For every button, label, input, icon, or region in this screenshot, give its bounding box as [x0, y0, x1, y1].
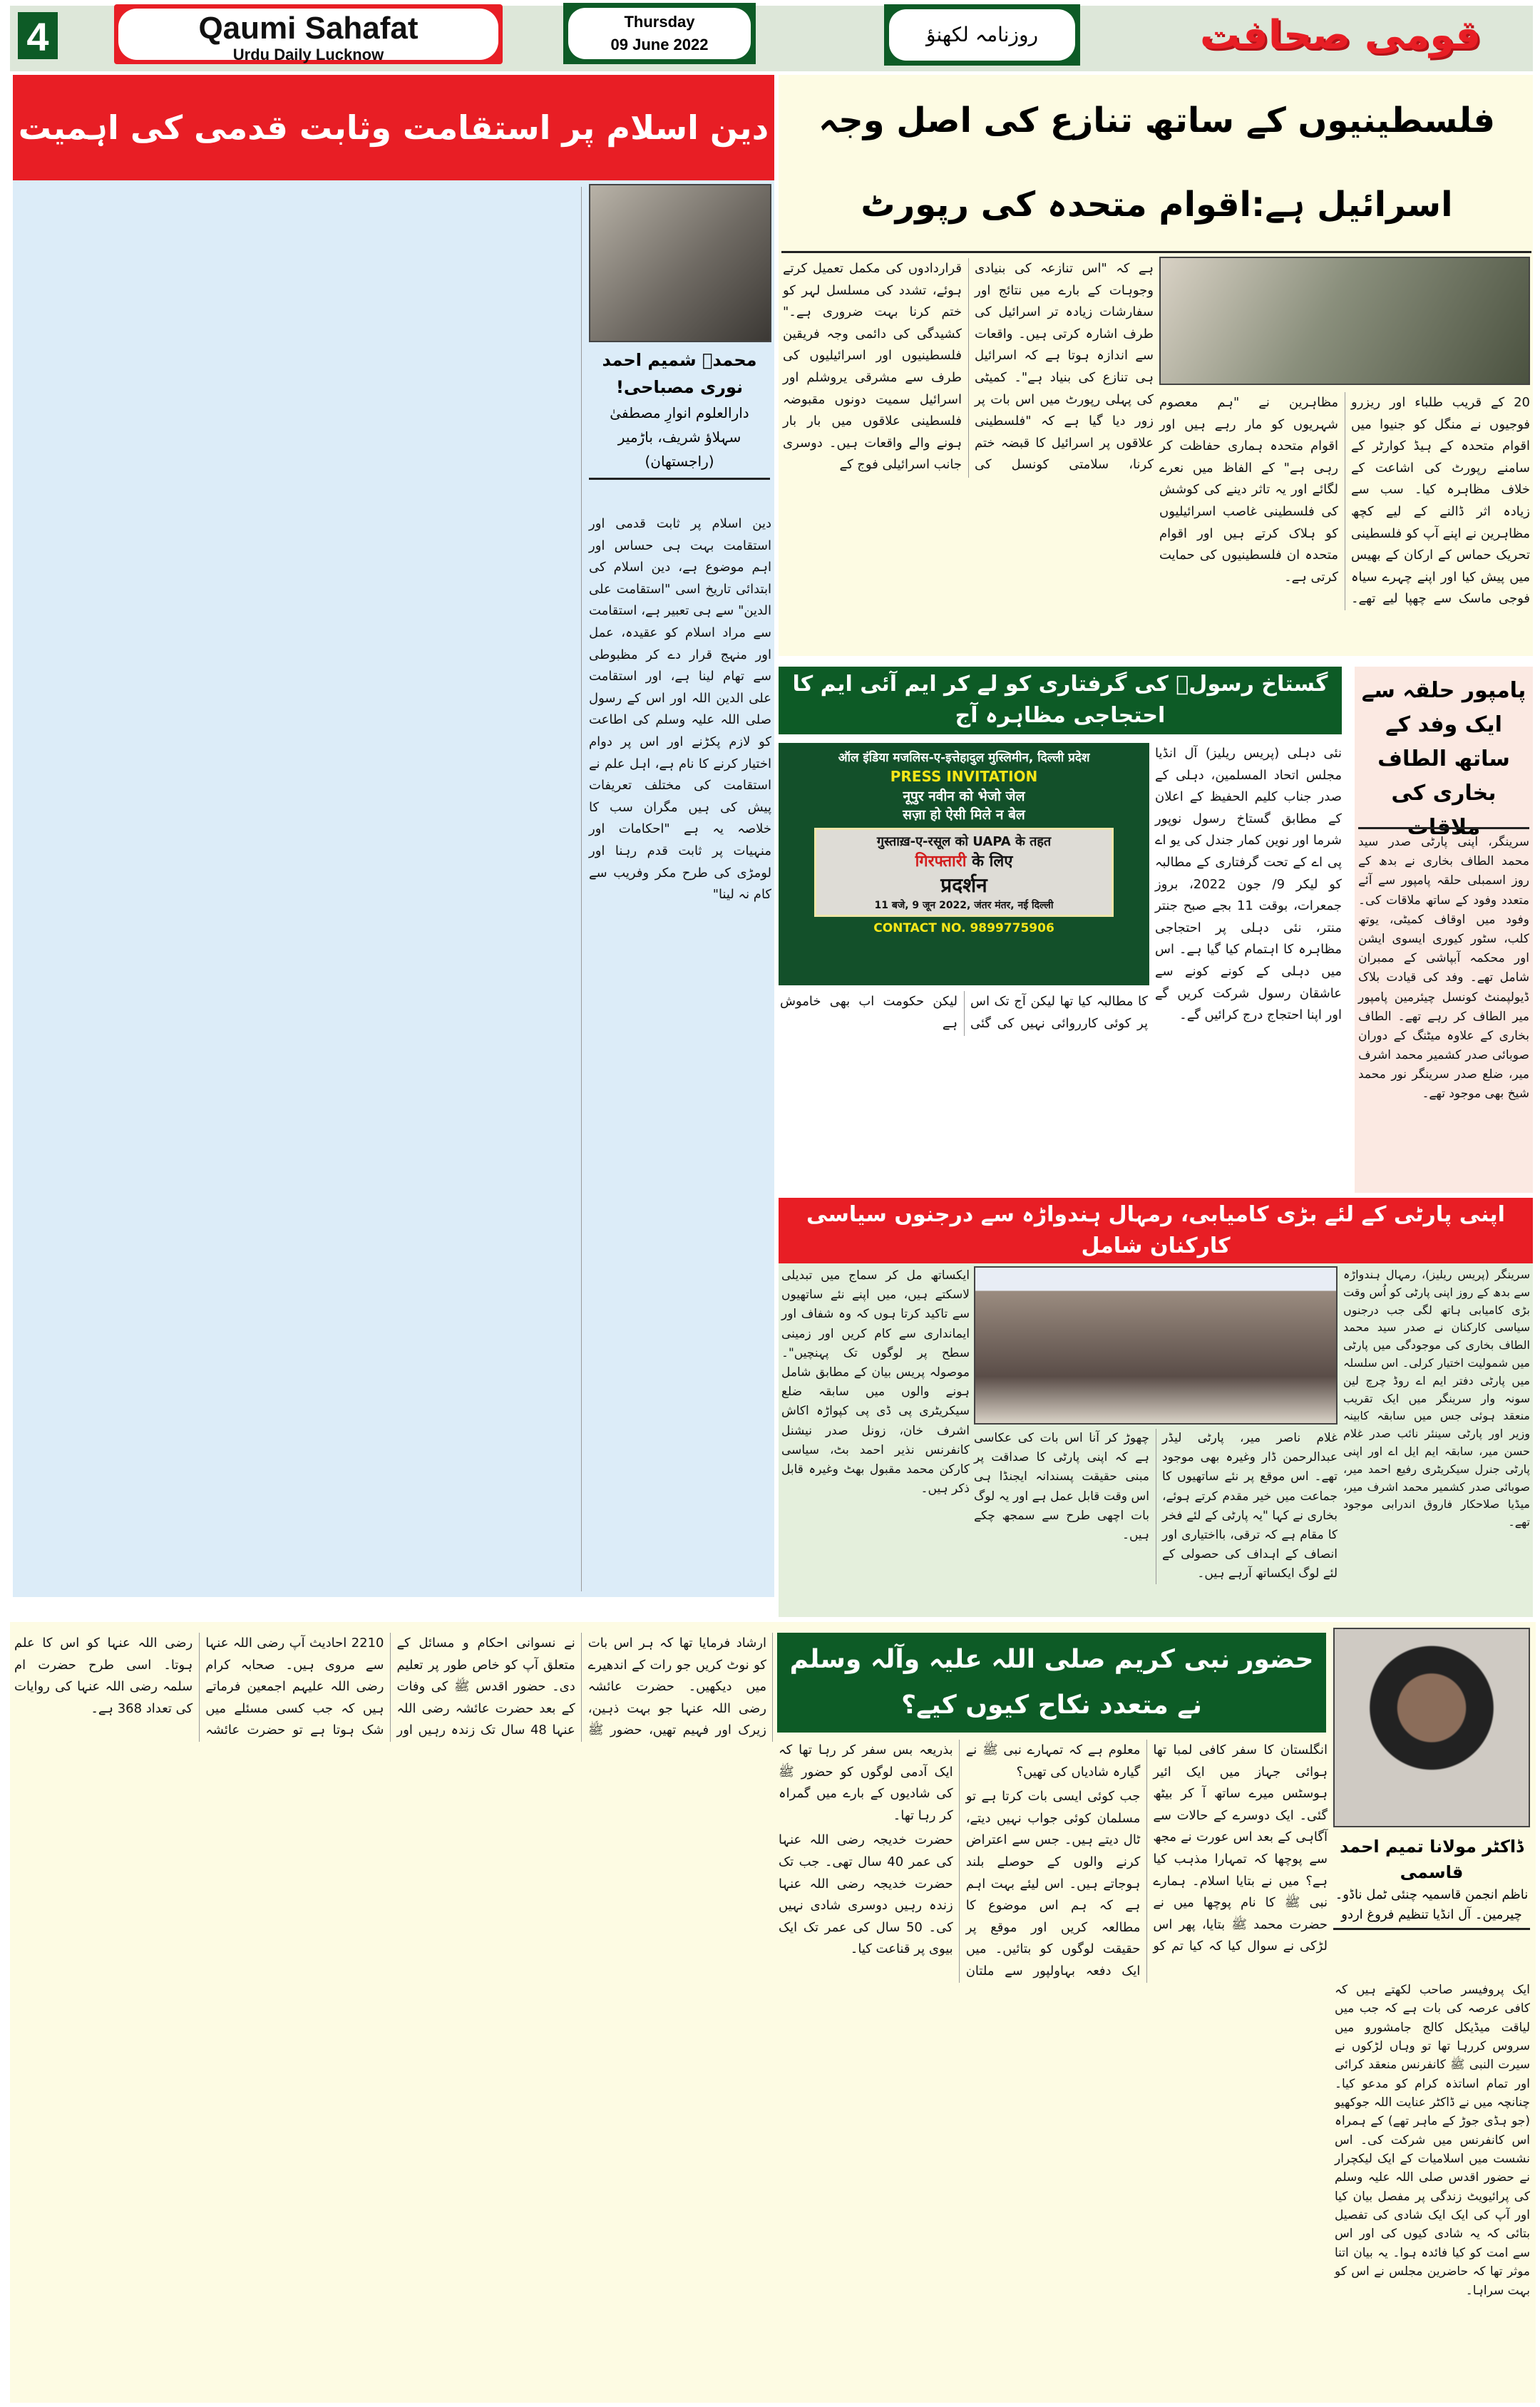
placard-venue: 11 बजे, 9 जून 2022, जंतर मंतर, नई दिल्ली — [874, 900, 1054, 911]
placard-text: गुस्ताख़-ए-रसूल को UAPA के तहत — [876, 834, 1052, 849]
paragraph: چھوڑ کر آنا اس بات کی عکاسی ہے کہ اپنی پارٹی کا صداقت پر مبنی حقیقت پسندانہ ایجنڈا ہی اس وقت قابل عمل ہے اور یہ لوگ بات اچھی طرح سے سمجھ چکے ہیں۔ — [974, 1431, 1149, 1542]
poster-placard — [814, 828, 1114, 917]
pampore-headline: پامپور حلقہ سے ایک وفد کے ساتھ الطاف بخاری کی ملاقات — [1361, 678, 1526, 840]
author-name: ڈاکٹر مولانا تمیم احمد قاسمی — [1340, 1837, 1524, 1882]
divider — [1358, 827, 1529, 829]
headline-line: اسرائیل ہے:اقوام متحدہ کی رپورٹ — [861, 185, 1453, 225]
poster-org: ऑल इंडिया मजलिस-ए-इत्तेहादुल मुस्लिमीन, दिल्ली प्रदेश — [838, 751, 1090, 765]
left-article-body-col1 — [589, 513, 771, 909]
protest-poster — [779, 743, 1149, 985]
date: 09 June 2022 — [610, 36, 709, 53]
paper-title: Qaumi Sahafat — [198, 11, 419, 46]
paragraph: غلام ناصر میر، پارٹی لیڈر عبدالرحمن ڈار وغیرہ بھی موجود تھے۔ اس موقع پر نئے ساتھیوں کا جماعت میں خیر مقدم کرتے ہوئے، بخاری نے کہا "یہ پارٹی کے لئے فخر کا مقام ہے کہ ترقی، بااختیاری اور انصاف کے اہداف کی حصولی کے لئے لوگ ایکساتھ آرہے ہیں۔ — [1162, 1431, 1338, 1581]
paragraph: حضرت خدیجہ رضی اللہ عنہا کی عمر 40 سال تھی۔ جب تک حضرت خدیجہ رضی اللہ عنہا زندہ رہیں دوسری شادی نہیں کی۔ 50 سال کی عمر تک ایک بیوی پر قناعت کیا۔ — [779, 1832, 953, 1957]
paragraph: ایک پروفیسر صاحب لکھتے ہیں کہ کافی عرصہ کی بات ہے کہ جب میں لیاقت میڈیکل کالج جامشورو میں سروس کررہا تھا تو وہاں لڑکوں نے سیرت النبی ﷺ کانفرنس منعقد کرائی اور تمام اساتذہ کرام کو مدعو کیا۔ چنانچہ میں نے ڈاکٹر عنایت اللہ جوکھیو (جو ہڈی جوڑ کے ماہر تھے) کے ہمراہ اس کانفرنس میں شرکت کی۔ اس نشست میں اسلامیات کے ایک لیکچرار نے حضور اقدس صلی اللہ علیہ وسلم کی پرائیویٹ زندگی پر مفصل بیان کیا اور آپ کی ایک ایک شادی کی تفصیل بتائی کہ یہ شادی کیوں کی اور اس سے امت کو کیا فائدہ ہوا۔ یہ بیان اتنا موثر تھا کہ حاضرین مجلس نے اس کو بہت سراہا۔ — [1335, 1983, 1530, 2298]
paragraph: سرینگر، اپنی پارٹی صدر سید محمد الطاف بخاری نے بدھ کے روز اسمبلی حلقہ پامپور سے آئے متعدد وفود کے ساتھ ملاقات کی۔ وفود میں اوقاف کمیٹی، یوتھ کلب، سٹور کیوری ایسوی ایشن اور محکمہ آبپاشی کے ممبران شامل تھے۔ وفد کی قیادت بلاک ڈیولپمنٹ کونسل چیئرمین پامپور میر الطاف کر رہے تھے۔ الطاف بخاری کے علاوہ میٹنگ کے دوران صوبائی صدر کشمیر محمد اشرف میر، ضلع صدر سرینگر نور محمد شیخ بھی موجود تھے۔ — [1358, 835, 1529, 1102]
date-box — [563, 3, 756, 64]
author-location: سہلاؤ شریف، باڑمیر (راجستھان) — [617, 428, 741, 470]
placard-text: के लिए — [966, 853, 1013, 871]
apni-party-headline: اپنی پارٹی کے لئے بڑی کامیابی، رمہال ہندواڑہ سے درجنوں سیاسی کارکنان شامل — [779, 1198, 1533, 1263]
nikah-body-col1 — [1335, 1981, 1530, 2303]
author-title: چیرمین۔ آل انڈیا تنظیم فروغ اردو — [1341, 1907, 1522, 1922]
poster-invite: PRESS INVITATION — [890, 768, 1038, 785]
paragraph: سرینگر (پریس ریلیز)، رمہال ہندواڑہ سے بدھ کے روز اپنی پارٹی کو اُس وقت بڑی کامیابی ہاتھ لگی جب درجنوں سیاسی کارکنان نے صدر سید محمد الطاف بخاری کی موجودگی میں پارٹی میں شمولیت اختیار کرلی۔ اس سلسلہ میں پارٹی دفتر ایم اے روڈ چرچ لین سونہ وار سرینگر میں ایک تقریب منعقد ہوئی جس میں سابقہ کابینہ وزیر اور پارٹی سینئر نائب صدر غلام حسن میر، سابقہ ایم ایل اے اور اپنی پارٹی جنرل سیکریٹری رفیع احمد میر، صوبائی صدر کشمیر محمد اشرف میر، میڈیا صلاحکار فاروق اندرابی موجود تھے۔ — [1343, 1268, 1530, 1529]
paragraph: جب کوئی ایسی بات کرتا ہے تو مسلمان کوئی جواب نہیں دیتے، ٹال دیتے ہیں۔ جس سے اعتراض کرنے والوں کے حوصلے بلند ہوجاتے ہیں۔ اس لیئے بہت اہم ہے کہ ہم اس موضوع کا مطالعہ کریں اور موقع پر حقیقت لوگوں کو بتائیں۔ میں ایک دفعہ بہاولپور سے ملتان بذریعہ بس سفر کر رہا تھا کہ ایک آدمی لوگوں کو حضور ﷺ کی شادیوں کے بارے میں گمراہ کر رہا تھا۔ — [779, 1743, 1141, 1979]
nikah-author-photo — [1333, 1628, 1530, 1827]
paragraph: نئی دہلی (پریس ریلیز) آل انڈیا مجلس اتحاد المسلمین، دہلی کے صدر جناب کلیم الحفیظ کے اعلان کے مطابق گستاخ رسول نوپور شرما اور نوین کمار جندل کی یو اے پی اے کے تحت گرفتاری کے مطالبہ کو لیکر 9/ جون 2022، بروز جمعرات، بوقت 11 بجے صبح جنتر منتر، نئی دہلی پر احتجاجی مظاہرہ کا اہتمام کیا گیا ہے۔ اس میں دہلی کے کونے کونے سے عاشقان رسول شرکت کریں گے اور اپنا احتجاج درج کرائیں گے۔ — [1155, 746, 1342, 1023]
palestine-body — [783, 258, 1154, 478]
poster-slogan: सज़ा हो ऐसी मिले न बेल — [903, 807, 1025, 823]
aimim-body — [1155, 743, 1342, 1030]
nikah-byline — [1333, 1834, 1530, 1930]
left-article-headline: دین اسلام پر استقامت وثابت قدمی کی اہمیت — [13, 75, 774, 180]
day: Thursday — [624, 13, 695, 31]
apni-party-photo — [974, 1266, 1338, 1425]
palestine-photo — [1159, 257, 1530, 385]
apni-party-body-mid — [974, 1429, 1338, 1584]
paragraph: کا مطالبہ کیا تھا لیکن آج تک اس پر کوئی کارروائی نہیں کی گئی لیکن حکومت اب بھی خاموش ہے — [780, 994, 1148, 1031]
paragraph: 20 کے قریب طلباء اور ریزرو فوجیوں نے منگل کو جنیوا میں اقوام متحدہ کے ہیڈ کوارٹر کے سامنے رپورٹ کی اشاعت کے خلاف مظاہرہ کیا۔ سب سے زیادہ اثر ڈالنے کے لیے کچھ مظاہرین نے اپنے آپ کو فلسطینی تحریک حماس کے ارکان کے بھیس میں پیش کیا اور اپنے چہرے سیاہ فوجی ماسک سے چھپا لیے تھے۔ مظاہرین نے "ہم معصوم شہریوں کو مار رہے ہیں اور اقوام متحدہ ہماری حفاظت کر رہی ہے" کے الفاظ میں نعرے لگائے اور یہ تاثر دینے کی کوشش کی فلسطینی غاصب اسرائیلیوں کو ہلاک کرتے ہیں اور اقوام متحدہ ان فلسطینیوں کی حمایت کرتی ہے۔ — [1159, 395, 1530, 607]
left-article-body — [19, 187, 582, 1591]
roznama-label: روزنامہ لکھنؤ — [889, 9, 1075, 61]
aimim-body-lower — [780, 991, 1148, 1036]
divider — [781, 251, 1531, 253]
author-title: ناظم انجمن قاسمیہ چنئی ٹمل ناڈو۔ — [1335, 1887, 1529, 1902]
paragraph: ارشاد فرمایا تھا کہ ہر اس بات کو نوٹ کریں جو رات کے اندھیرے میں دیکھیں۔ حضرت عائشہ رضی اللہ عنہا جو بہت ذہین، زیرک اور فہیم تھیں، حضور ﷺ نے نسوانی احکام و مسائل کے متعلق آپ کو خاص طور پر تعلیم دی۔ حضور اقدس ﷺ کی وفات کے بعد حضرت عائشہ رضی اللہ عنہا 48 سال تک زندہ رہیں اور 2210 احادیث آپ رضی اللہ عنہا سے مروی ہیں۔ صحابہ کرام رضی اللہ علیہم اجمعین فرماتے ہیں کہ جب کسی مسئلے میں شک ہوتا ہے تو حضرت عائشہ رضی اللہ عنہا کو اس کا علم ہوتا۔ اسی طرح حضرت ام سلمہ رضی اللہ عنہا کی روایات کی تعداد 368 ہے۔ — [14, 1636, 766, 1738]
roznama-box — [884, 4, 1080, 66]
urdu-logo: قومی صحافت — [1199, 12, 1482, 58]
author-photo — [589, 184, 771, 342]
paragraph: ایکساتھ مل کر سماج میں تبدیلی لاسکتے ہیں، میں اپنے نئے ساتھیوں سے تاکید کرتا ہوں کہ وہ شفاف اور ایمانداری سے کام کریں اور زمینی سطح پر لوگوں تک پہنچیں"۔ موصولہ پریس بیان کے مطابق شامل ہونے والوں میں سابقہ ضلع سیکریٹری پی ڈی پی کپواڑہ اکاش اشرف خان، زونل صدر نیشنل کانفرنس نذیر احمد بٹ، سیاسی کارکن محمد مقبول بھٹ وغیرہ قابل ذکر ہیں۔ — [781, 1268, 970, 1497]
paragraph: انگلستان کا سفر کافی لمبا تھا ہوائی جہاز میں ایک ائیر ہوسٹس میرے ساتھ آ کر بیٹھ گئی۔ ایک دوسرے کے حالات سے آگاہی کے بعد اس عورت نے مجھ سے پوچھا کہ تمہارا مذہب کیا ہے؟ میں نے بتایا اسلام۔ ہمارے نبی ﷺ کا نام پوچھا میں نے حضرت محمد ﷺ بتایا، پھر اس لڑکی نے سوال کیا کہ کیا تم کو معلوم ہے کہ تمہارے نبی ﷺ نے گیارہ شادیاں کی تھیں؟ — [965, 1743, 1328, 1954]
paper-subtitle: Urdu Daily Lucknow — [232, 46, 384, 63]
nikah-body-main — [779, 1740, 1328, 1983]
palestine-headline — [784, 78, 1529, 247]
placard-text: गिरफ्तारी — [915, 853, 967, 871]
poster-contact: CONTACT NO. 9899775906 — [873, 921, 1054, 935]
title-box — [114, 4, 503, 64]
apni-party-body-col4 — [781, 1266, 970, 1502]
apni-party-body-col1 — [1343, 1266, 1530, 1534]
nikah-body-left — [14, 1633, 773, 1742]
page-number: 4 — [16, 10, 60, 61]
byline — [585, 347, 774, 480]
author-name: محمدؐ شمیم احمد نوری مصباحی! — [602, 350, 757, 397]
paragraph: ہے کہ "اس تنازعہ کی بنیادی وجوہات کے بارے میں نتائج اور سفارشات زیادہ تر اسرائیل کی طرف اشارہ کرتی ہیں۔ واقعات سے اندازہ ہوتا ہے کہ اسرائیل ہی تنازع کی بنیاد ہے"۔ کمیٹی کی پہلی رپورٹ میں اس بات پر زور دیا گیا ہے کہ "فلسطینی علاقوں پر اسرائیل کا قبضہ ختم کرنا، سلامتی کونسل کی قراردادوں کی مکمل تعمیل کرتے ہوئے، تشدد کی مسلسل لہر کو ختم کرنا بہت ضروری ہے۔" کشیدگی کی دائمی وجہ فریقین فلسطینیوں اور اسرائیلیوں کی طرف سے مشرقی یروشلم اور اسرائیل سمیت دونوں مقبوضہ فلسطینی علاقوں میں بار بار ہونے والے واقعات ہیں۔ دوسری جانب اسرائیلی فوج کے — [783, 261, 1154, 473]
aimim-headline: گستاخ رسولؐ کی گرفتاری کو لے کر ایم آئی ایم کا احتجاجی مظاہرہ آج — [779, 667, 1342, 734]
author-institution: دارالعلوم انوارِ مصطفیٰ — [610, 404, 749, 421]
palestine-body-lower — [1159, 392, 1530, 610]
pampore-body — [1358, 833, 1529, 1107]
placard-text: प्रदर्शन — [940, 873, 987, 897]
paragraph: دین اسلام پر ثابت قدمی اور استقامت بہت ہی حساس اور اہم موضوع ہے، دین اسلام کی ابتدائی تاریخ اسی "استقامت علی الدین" سے ہی تعبیر ہے، استقامت سے مراد اسلام کو عقیدہ، عمل اور منہج قرار دے کر مظبوطی سے تھام لینا ہے، اور استقامت علی الدین اللہ اور اس کے رسول صلی اللہ علیہ وسلم کی اطاعت کو لازم پکڑنے اور اس پر دوام اختیار کرنے کا نام ہے، اہل علم نے استقامت کی مختلف تعریفات پیش کی ہیں مگران سب کا خلاصہ یہ ہے "احکامات اور منہیات پر ثابت قدم رہنا اور لومڑی کی طرح مکر وفریب سے کام نہ لینا" — [589, 516, 771, 903]
headline-line: فلسطینیوں کے ساتھ تنازع کی اصل وجہ — [818, 101, 1496, 140]
nikah-headline: حضور نبی کریم صلی اللہ علیہ وآلہ وسلم نے متعدد نکاح کیوں کیے؟ — [777, 1633, 1326, 1733]
poster-slogan: नूपुर नवीन को भेजो जेल — [903, 789, 1025, 804]
